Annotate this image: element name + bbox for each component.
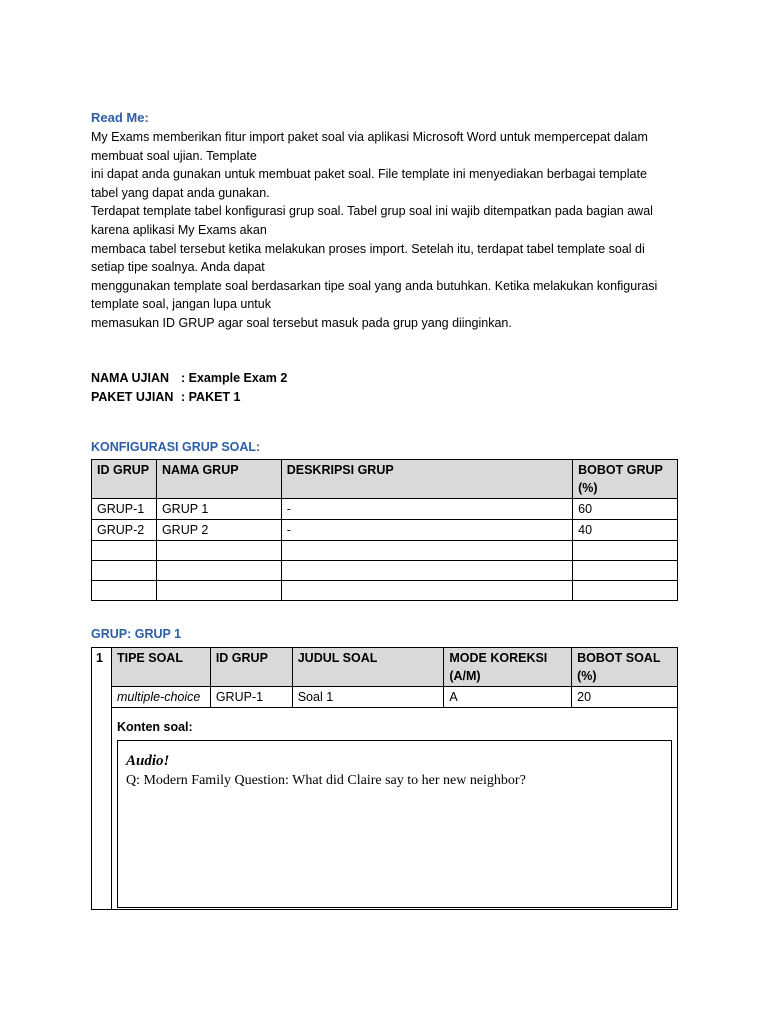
table-cell (92, 561, 157, 581)
readme-line: setiap tipe soalnya. Anda dapat (91, 260, 265, 275)
exam-name-row (91, 369, 287, 388)
content-title: Audio! (125, 753, 170, 769)
group-header-row (92, 648, 678, 687)
table-cell (281, 541, 572, 561)
exam-name-value: : Example Exam 2 (181, 371, 288, 385)
group-header-type: TIPE SOAL (111, 648, 210, 687)
readme-line: template soal, jangan lupa untuk (91, 297, 271, 312)
content-row (92, 708, 678, 910)
readme-line: tabel yang dapat anda gunakan. (91, 185, 270, 200)
table-cell (92, 581, 157, 601)
table-cell (156, 541, 281, 561)
exam-package-value: : PAKET 1 (181, 389, 241, 404)
table-cell (156, 561, 281, 581)
config-header-weight: BOBOT GRUP (%) (573, 460, 678, 499)
group-title: GRUP: GRUP 1 (91, 627, 182, 641)
table-cell: - (281, 520, 572, 541)
content-box (117, 740, 672, 908)
content-question: Q: Modern Family Question: What did Claire say to her new neighbor? (125, 773, 526, 788)
group-header-title: JUDUL SOAL (292, 648, 444, 687)
exam-meta (91, 369, 287, 406)
question-weight: 20 (572, 687, 678, 708)
table-row (92, 581, 678, 601)
table-cell (156, 581, 281, 601)
table-cell (573, 541, 678, 561)
config-header-row (92, 460, 678, 499)
group-header-weight: BOBOT SOAL (%) (572, 648, 678, 687)
readme-line: membaca tabel tersebut ketika melakukan proses import. Setelah itu, terdapat tabel template soal di (91, 241, 645, 256)
config-title: KONFIGURASI GRUP SOAL: (91, 440, 261, 454)
exam-package-row (91, 388, 287, 407)
table-row (92, 541, 678, 561)
readme-line: membuat soal ujian. Template (91, 148, 257, 163)
group-header-mode: MODE KOREKSI (A/M) (444, 648, 572, 687)
config-header-desc: DESKRIPSI GRUP (281, 460, 572, 499)
question-title: Soal 1 (292, 687, 444, 708)
table-cell: - (281, 499, 572, 520)
question-number: 1 (92, 648, 112, 910)
readme-line: My Exams memberikan fitur import paket soal via aplikasi Microsoft Word untuk mempercepat dalam (91, 130, 648, 144)
readme-body (91, 128, 681, 333)
table-cell (573, 561, 678, 581)
question-mode: A (444, 687, 572, 708)
table-cell (573, 581, 678, 601)
content-label: Konten soal: (116, 720, 193, 734)
config-header-name: NAMA GRUP (156, 460, 281, 499)
table-cell: GRUP 1 (156, 499, 281, 520)
table-cell (92, 541, 157, 561)
exam-package-label: PAKET UJIAN (91, 389, 174, 404)
exam-name-label: NAMA UJIAN (91, 371, 170, 385)
readme-line: menggunakan template soal berdasarkan tipe soal yang anda butuhkan. Ketika melakukan konfigurasi (91, 278, 658, 293)
table-row (92, 687, 678, 708)
readme-line: Terdapat template tabel konfigurasi grup soal. Tabel grup soal ini wajib ditempatkan pada bagian awal (91, 204, 653, 219)
table-cell: 60 (573, 499, 678, 520)
table-cell: GRUP 2 (156, 520, 281, 541)
table-cell (281, 561, 572, 581)
readme-heading: Read Me: (91, 110, 149, 125)
table-cell: 40 (573, 520, 678, 541)
group-header-id: ID GRUP (210, 648, 292, 687)
table-cell (281, 581, 572, 601)
table-row (92, 499, 678, 520)
readme-line: karena aplikasi My Exams akan (91, 222, 267, 237)
question-type: multiple-choice (111, 687, 210, 708)
config-header-id: ID GRUP (92, 460, 157, 499)
group-table (91, 647, 678, 910)
table-row (92, 561, 678, 581)
table-cell: GRUP-2 (92, 520, 157, 541)
readme-line: memasukan ID GRUP agar soal tersebut masuk pada grup yang diinginkan. (91, 315, 512, 330)
config-table (91, 459, 678, 601)
question-group-id: GRUP-1 (210, 687, 292, 708)
readme-line: ini dapat anda gunakan untuk membuat paket soal. File template ini menyediakan berbagai template (91, 167, 647, 182)
table-row (92, 520, 678, 541)
content-cell (111, 708, 677, 910)
table-cell: GRUP-1 (92, 499, 157, 520)
